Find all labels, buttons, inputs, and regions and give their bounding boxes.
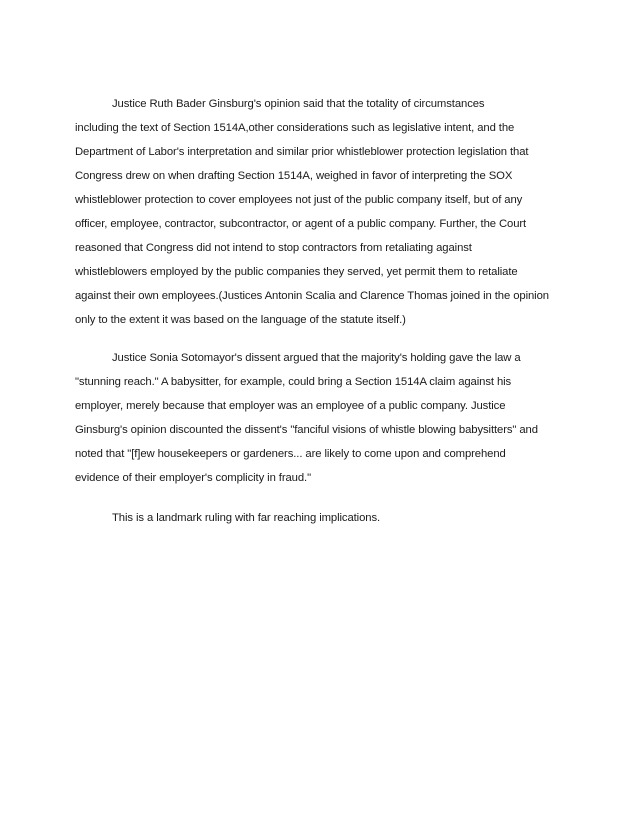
paragraph-1-line-6: officer, employee, contractor, subcontractor, or agent of a public company. Further, the Court xyxy=(75,218,527,230)
paragraph-1-line-8: whistleblowers employed by the public companies they served, yet permit them to retaliate xyxy=(75,266,518,278)
paragraph-2-line-1: Justice Sonia Sotomayor's dissent argued that the majority's holding gave the law a xyxy=(112,352,521,364)
paragraph-1-line-7: reasoned that Congress did not intend to stop contractors from retaliating against xyxy=(75,242,472,254)
paragraph-2-line-3: employer, merely because that employer was an employee of a public company. Justice xyxy=(75,400,506,412)
paragraph-3-line-1: This is a landmark ruling with far reaching implications. xyxy=(112,512,381,524)
paragraph-1-line-10: only to the extent it was based on the language of the statute itself.) xyxy=(75,314,406,326)
paragraph-1-line-5: whistleblower protection to cover employees not just of the public company itself, but of any xyxy=(75,194,523,206)
paragraph-1-line-4: Congress drew on when drafting Section 1514A, weighed in favor of interpreting the SOX xyxy=(75,170,513,182)
paragraph-1-line-1: Justice Ruth Bader Ginsburg's opinion said that the totality of circumstances xyxy=(112,98,485,110)
paragraph-1-line-3: Department of Labor's interpretation and similar prior whistleblower protection legislation that xyxy=(75,146,529,158)
paragraph-2-line-2: "stunning reach." A babysitter, for example, could bring a Section 1514A claim against his xyxy=(75,376,512,388)
paragraph-1-line-2: including the text of Section 1514A,other considerations such as legislative intent, and the xyxy=(75,122,515,134)
paragraph-1-line-9: against their own employees.(Justices Antonin Scalia and Clarence Thomas joined in the opinion xyxy=(75,290,549,302)
paragraph-2-line-6: evidence of their employer's complicity in fraud." xyxy=(75,472,311,484)
paragraph-2-line-4: Ginsburg's opinion discounted the dissent's "fanciful visions of whistle blowing babysitters" and xyxy=(75,424,538,436)
paragraph-2-line-5: noted that "[f]ew housekeepers or gardeners... are likely to come upon and comprehend xyxy=(75,448,506,460)
